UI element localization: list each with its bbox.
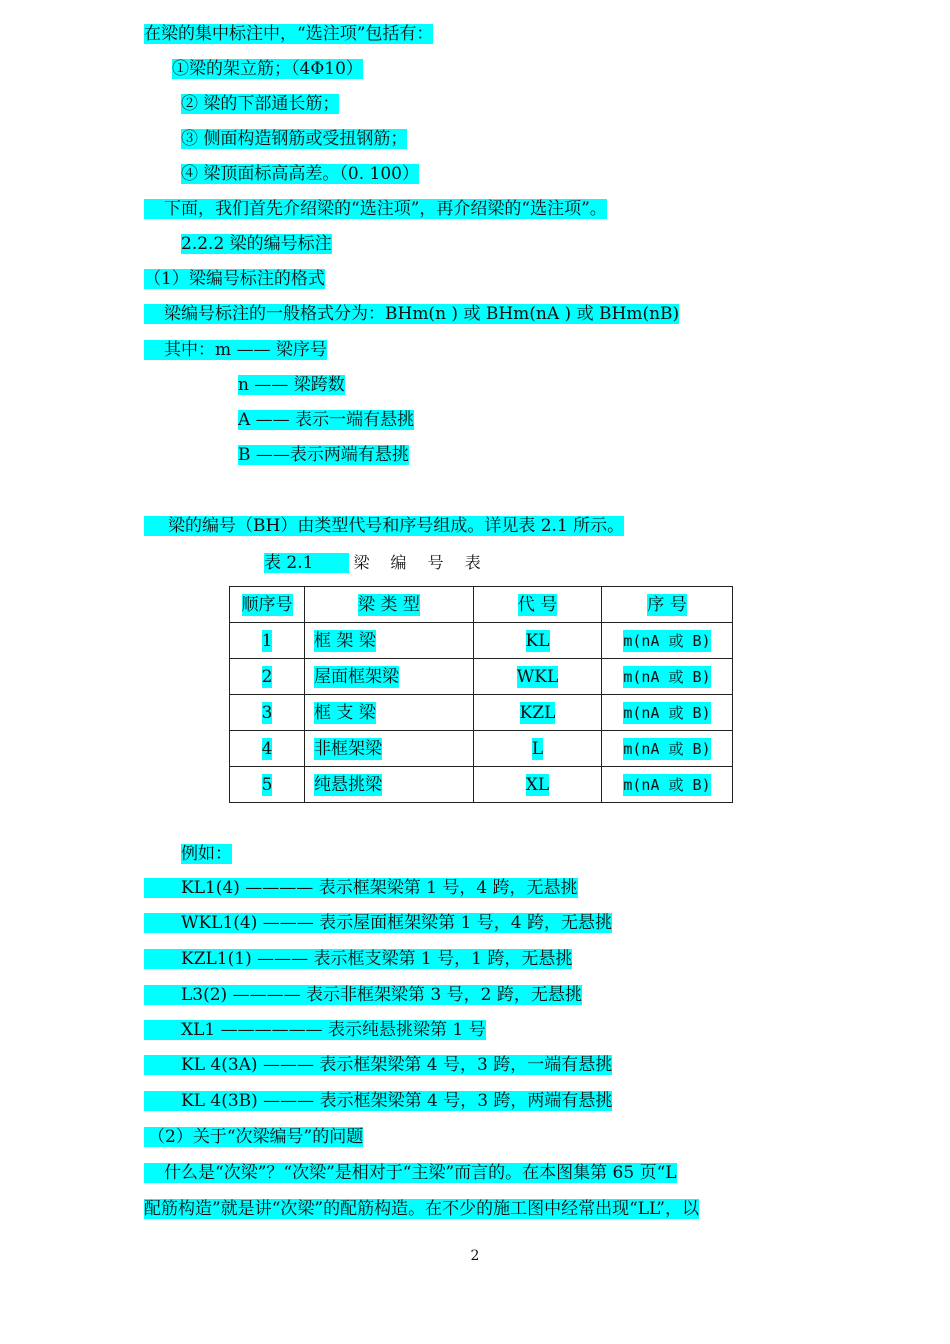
cell-text: 纯悬挑梁	[314, 774, 382, 795]
option-item-4	[181, 163, 419, 185]
examples-title-text: 例如：	[181, 844, 232, 864]
header-cell	[602, 587, 733, 623]
cell-text: 非框架梁	[314, 738, 382, 759]
cell-text: m(nA 或 B)	[623, 667, 711, 686]
table-cell	[230, 731, 305, 767]
option-item-2	[181, 93, 339, 115]
subsection-heading-2	[144, 1126, 363, 1148]
option-text-2: ② 梁的下部通长筋；	[181, 94, 340, 114]
option-item-1	[172, 58, 363, 80]
legend-a-text: A —— 表示一端有悬挑	[238, 410, 415, 430]
table-cell	[305, 659, 474, 695]
cell-text: KZL	[519, 702, 556, 723]
example-line	[144, 984, 582, 1006]
legend-line-b	[238, 444, 409, 466]
table-cell	[474, 767, 602, 803]
table-cell	[305, 623, 474, 659]
table-cell	[602, 731, 733, 767]
table-cell	[305, 731, 474, 767]
cell-text: 屋面框架梁	[314, 666, 399, 687]
body-paragraph-line	[144, 1198, 699, 1220]
cell-text: 1	[261, 630, 273, 651]
examples-title	[181, 843, 232, 865]
option-item-3	[181, 128, 407, 150]
header-seq-label: 顺序号	[241, 594, 293, 615]
table-cell	[305, 695, 474, 731]
table-cell	[602, 767, 733, 803]
cell-text: m(nA 或 B)	[623, 703, 711, 722]
example-text: KZL1(1) ——— 表示框支梁第 1 号，1 跨，无悬挑	[144, 949, 572, 969]
table-intro-text: 梁的编号（BH）由类型代号和序号组成。详见表 2.1 所示。	[144, 516, 624, 536]
example-text: KL 4(3A) ——— 表示框架梁第 4 号，3 跨，一端有悬挑	[144, 1055, 612, 1075]
table-caption	[264, 552, 489, 574]
option-text-3: ③ 侧面构造钢筋或受扭钢筋；	[181, 129, 408, 149]
table-cell	[602, 695, 733, 731]
table-cell	[230, 659, 305, 695]
table-row	[230, 695, 733, 731]
legend-b-text: B ——表示两端有悬挑	[238, 445, 409, 465]
option-text-1: ①梁的架立筋；（4Φ10）	[172, 59, 363, 79]
body-paragraph-line	[144, 1162, 677, 1184]
example-text: XL1 —————— 表示纯悬挑梁第 1 号	[144, 1020, 486, 1040]
cell-text: 2	[261, 666, 273, 687]
example-text: KL1(4) ———— 表示框架梁第 1 号，4 跨，无悬挑	[144, 878, 578, 898]
table-caption-title: 梁 编 号 表	[353, 553, 489, 572]
intro-text: 在梁的集中标注中，“选注项”包括有：	[144, 24, 434, 44]
example-text: WKL1(4) ——— 表示屋面框架梁第 1 号，4 跨，无悬挑	[144, 913, 612, 933]
cell-text: 3	[261, 702, 273, 723]
legend-line-n	[238, 374, 345, 396]
cell-text: L	[531, 738, 544, 759]
example-line	[144, 948, 572, 970]
table-row	[230, 767, 733, 803]
example-text: KL 4(3B) ——— 表示框架梁第 4 号，3 跨，两端有悬挑	[144, 1091, 612, 1111]
table-cell	[474, 731, 602, 767]
header-serial-label: 序 号	[647, 594, 687, 615]
table-cell	[602, 623, 733, 659]
header-cell	[305, 587, 474, 623]
cell-text: 4	[261, 738, 273, 759]
subsection-heading-1-text: （1）梁编号标注的格式	[144, 269, 325, 289]
table-cell	[230, 623, 305, 659]
example-line	[144, 1054, 612, 1076]
subsection-heading-1	[144, 268, 325, 290]
cell-text: KL	[525, 630, 550, 651]
cell-text: WKL	[516, 666, 559, 687]
body-paragraph-text: 配筋构造”就是讲“次梁”的配筋构造。在不少的施工图中经常出现“LL”，以	[144, 1199, 699, 1219]
table-row	[230, 659, 733, 695]
legend-m-text: 其中：m —— 梁序号	[144, 340, 327, 360]
cell-text: XL	[525, 774, 550, 795]
example-line	[144, 912, 612, 934]
intro-line	[144, 23, 433, 45]
example-line	[144, 877, 578, 899]
table-row	[230, 731, 733, 767]
body-paragraph-text: 什么是“次梁”？“次梁”是相对于“主梁”而言的。在本图集第 65 页“L	[144, 1163, 677, 1183]
section-heading-text: 2.2.2 梁的编号标注	[181, 234, 332, 254]
section-heading	[181, 233, 332, 255]
cell-text: m(nA 或 B)	[623, 631, 711, 650]
table-header-row	[230, 587, 733, 623]
table-cell	[230, 767, 305, 803]
paragraph-intro-text: 下面，我们首先介绍梁的“选注项”，再介绍梁的“选注项”。	[144, 199, 607, 219]
example-line	[144, 1019, 486, 1041]
table-cell	[474, 659, 602, 695]
header-cell	[230, 587, 305, 623]
table-cell	[602, 659, 733, 695]
header-code-label: 代 号	[517, 594, 558, 615]
format-line-text: 梁编号标注的一般格式分为：BHm(n ) 或 BHm(nA ) 或 BHm(nB)	[144, 304, 679, 324]
format-line	[144, 303, 679, 325]
example-line	[144, 1090, 612, 1112]
page-number: 2	[470, 1248, 480, 1264]
paragraph-intro	[144, 198, 607, 220]
table-cell	[474, 695, 602, 731]
option-text-4: ④ 梁顶面标高高差。（0. 100）	[181, 164, 419, 184]
legend-line-m	[144, 339, 327, 361]
header-type-label: 梁 类 型	[358, 594, 420, 615]
legend-n-text: n —— 梁跨数	[238, 375, 345, 395]
header-cell	[474, 587, 602, 623]
cell-text: m(nA 或 B)	[623, 775, 711, 794]
table-cell	[305, 767, 474, 803]
subsection-heading-2-text: （2）关于“次梁编号”的问题	[144, 1127, 363, 1147]
cell-text: 框 架 梁	[314, 630, 376, 651]
table-cell	[230, 695, 305, 731]
cell-text: 框 支 梁	[314, 702, 376, 723]
legend-line-a	[238, 409, 414, 431]
beam-number-table	[229, 586, 733, 803]
table-row	[230, 623, 733, 659]
cell-text: m(nA 或 B)	[623, 739, 711, 758]
table-cell	[474, 623, 602, 659]
cell-text: 5	[261, 774, 273, 795]
table-intro-line	[144, 515, 624, 537]
table-caption-number: 表 2.1	[264, 553, 349, 573]
example-text: L3(2) ———— 表示非框架梁第 3 号，2 跨，无悬挑	[144, 985, 582, 1005]
